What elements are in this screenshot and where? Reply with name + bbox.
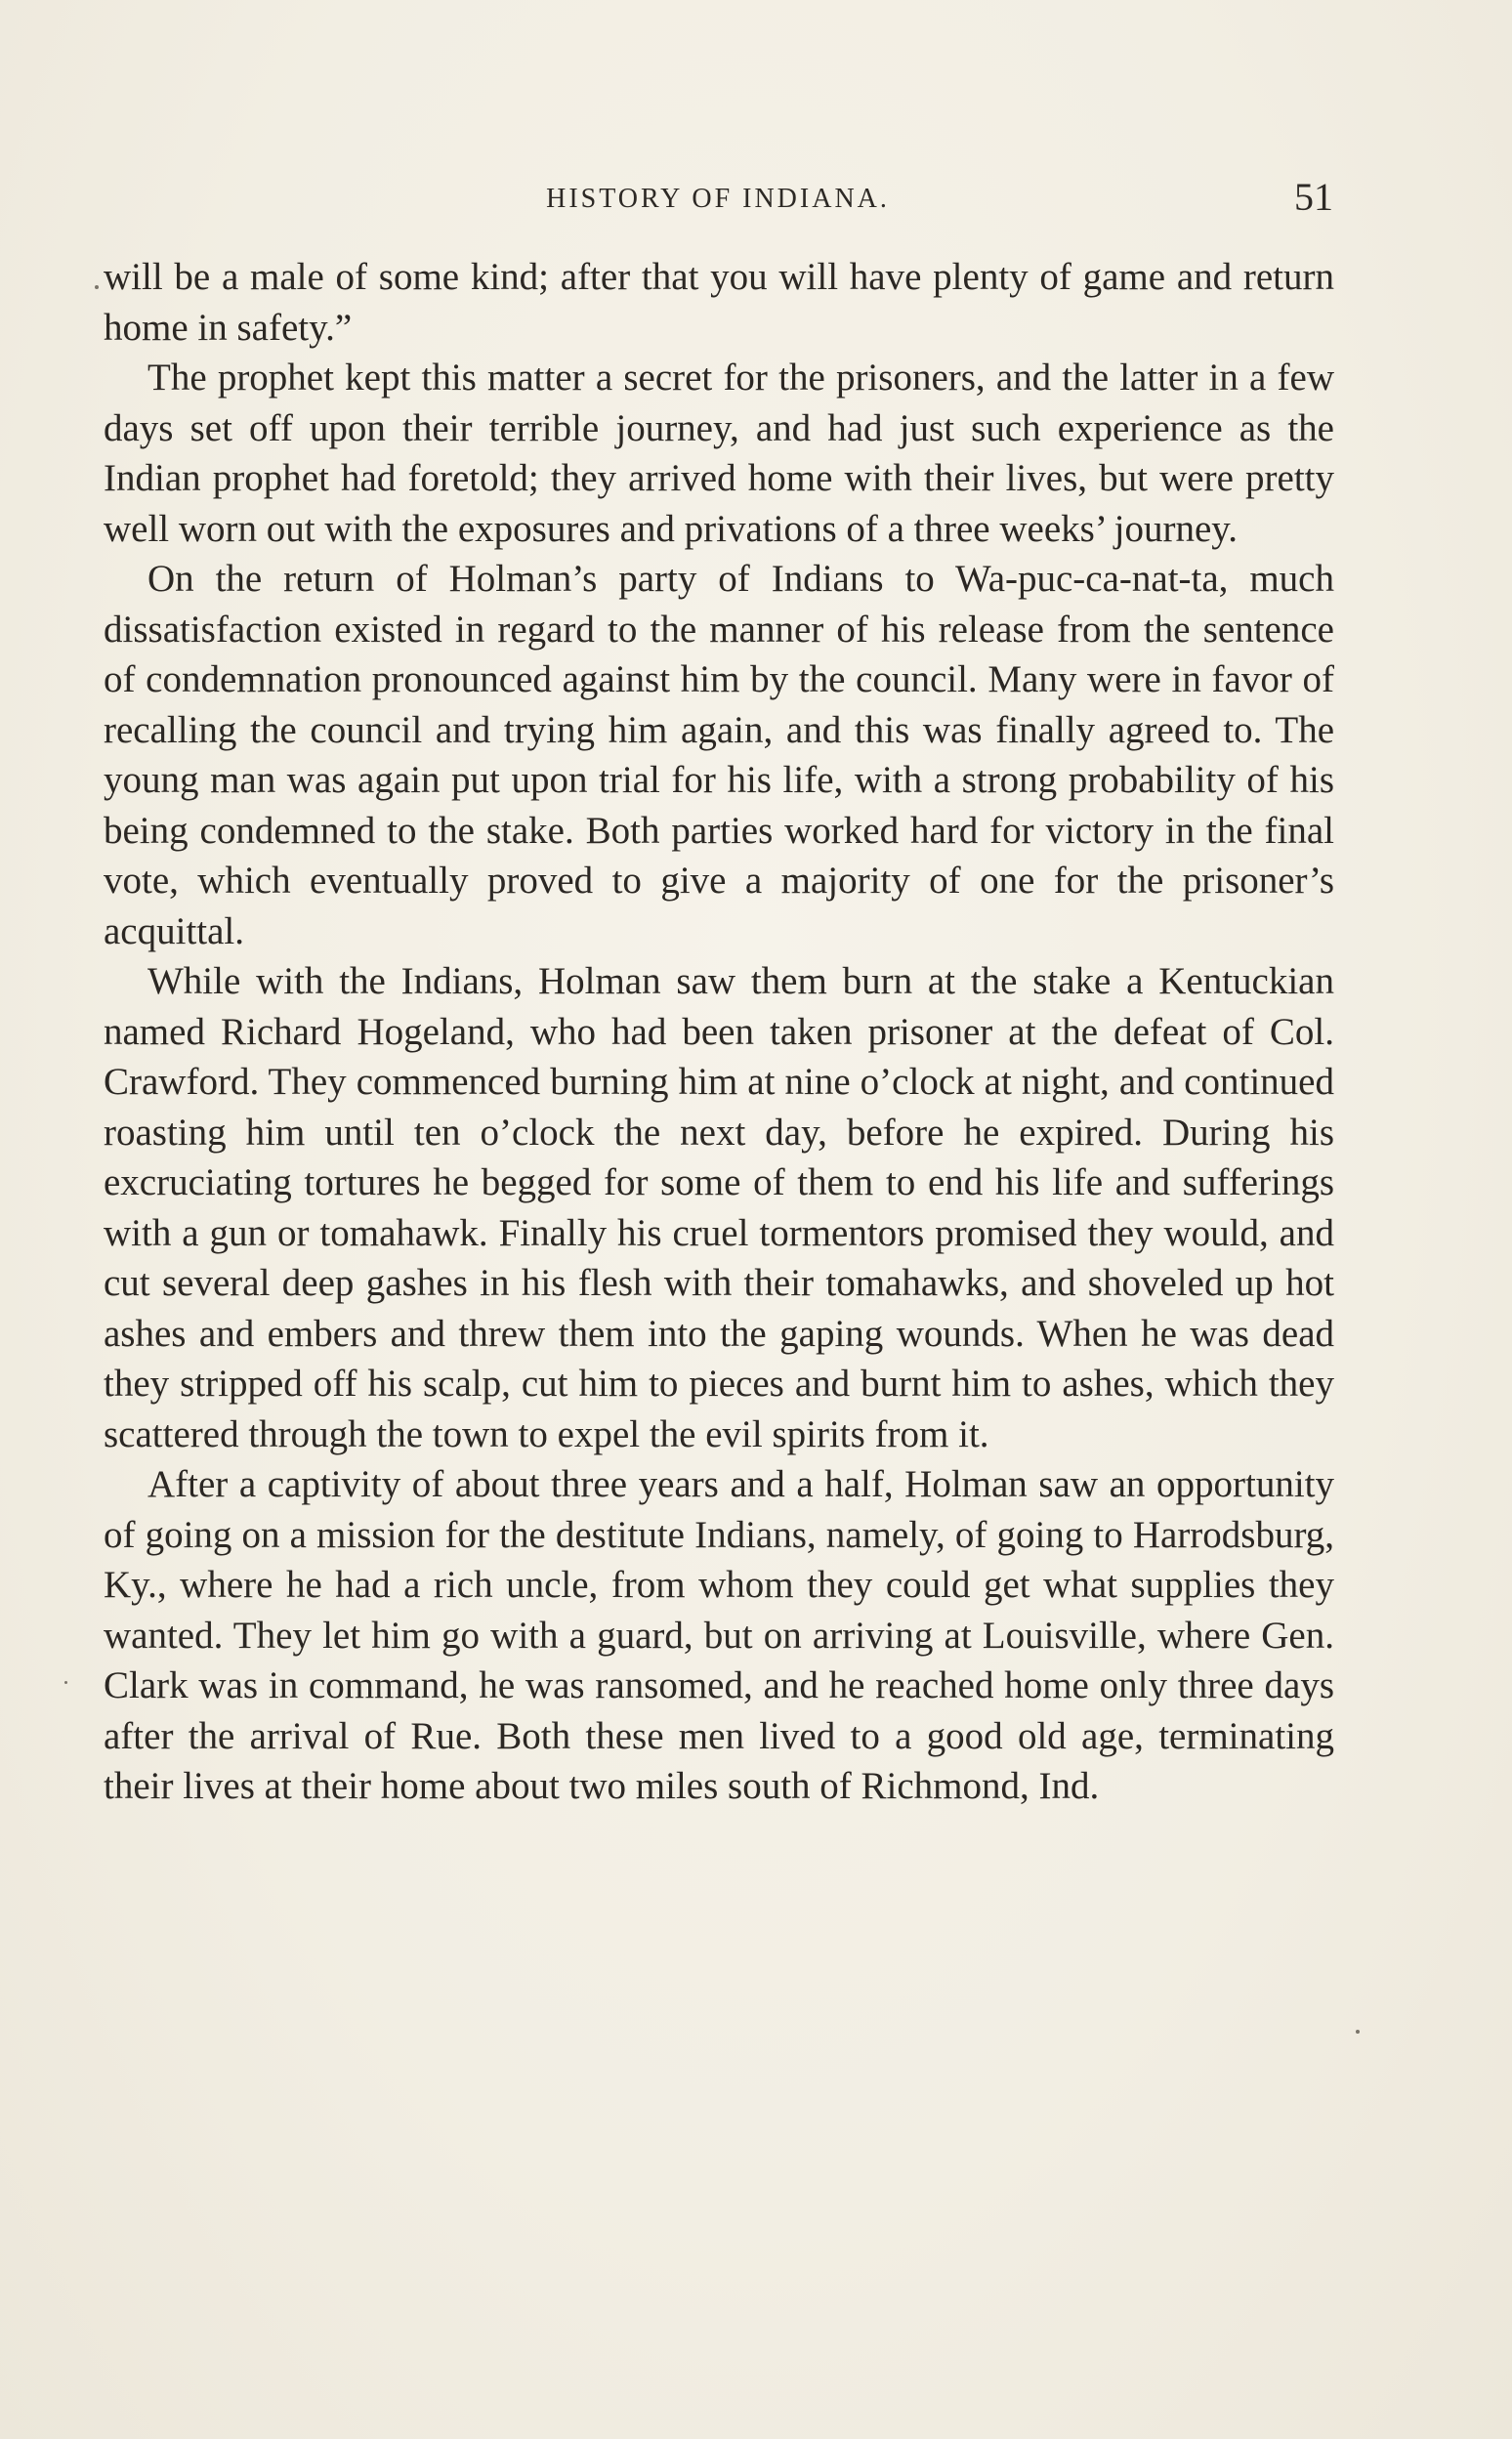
paragraph-holman-release: After a captivity of about three years and a half, Holman saw an opportunity of going on a mission for the destitute Indians, namely, of going to Harrodsburg, Ky., where he had a rich uncle, from whom they could get what supplies they wanted. They let him go with a guard, but on arriving at Louisville, where Gen. Clark was in command, he was ransomed, and he reached home only three days after the arrival of Rue. Both these men lived to a good old age, terminating their lives at their home about two miles south of Richmond, Ind.	[104, 1463, 1334, 1807]
page-number: 51	[1294, 175, 1333, 219]
print-speck	[1356, 2030, 1360, 2034]
body-text	[104, 252, 1334, 1812]
paragraph-prophet-secret: The prophet kept this matter a secret for the prisoners, and the latter in a few days set off upon their terrible journey, and had just such experience as the Indian prophet had foretold; they arrived home with their lives, but were pretty well worn out with the exposures and privations of a three weeks’ journey.	[104, 357, 1334, 550]
paragraph-continuation: will be a male of some kind; after that you will have plenty of game and return home in safety.”	[104, 256, 1334, 349]
running-title: HISTORY OF INDIANA.	[546, 184, 890, 214]
print-speck	[95, 285, 99, 289]
running-head	[103, 174, 1333, 223]
paragraph-hogeland-burning: While with the Indians, Holman saw them burn at the stake a Kentuckian named Richard Hogeland, who had been taken prisoner at the defeat of Col. Crawford. They commenced burning him at nine o’clock at night, and continued roasting him until ten o’clock the next day, before he expired. During his excruciating tortures he begged for some of them to end his life and sufferings with a gun or tomahawk. Finally his cruel tormentors promised they would, and cut several deep gashes in his flesh with their tomahawks, and shoveled up hot ashes and embers and threw them into the gaping wounds. When he was dead they stripped off his scalp, cut him to pieces and burnt him to ashes, which they scattered through the town to expel the evil spirits from it.	[104, 960, 1334, 1455]
paragraph-holman-trial: On the return of Holman’s party of Indians to Wa-puc-ca-nat-ta, much dissatisfaction existed in regard to the manner of his release from the sentence of condemnation pronounced against him by the council. Many were in favor of recalling the council and trying him again, and this was finally agreed to. The young man was again put upon trial for his life, with a strong probability of his being condemned to the stake. Both parties worked hard for victory in the final vote, which eventually proved to give a majority of one for the prisoner’s acquittal.	[104, 558, 1334, 952]
print-speck	[64, 1681, 67, 1684]
